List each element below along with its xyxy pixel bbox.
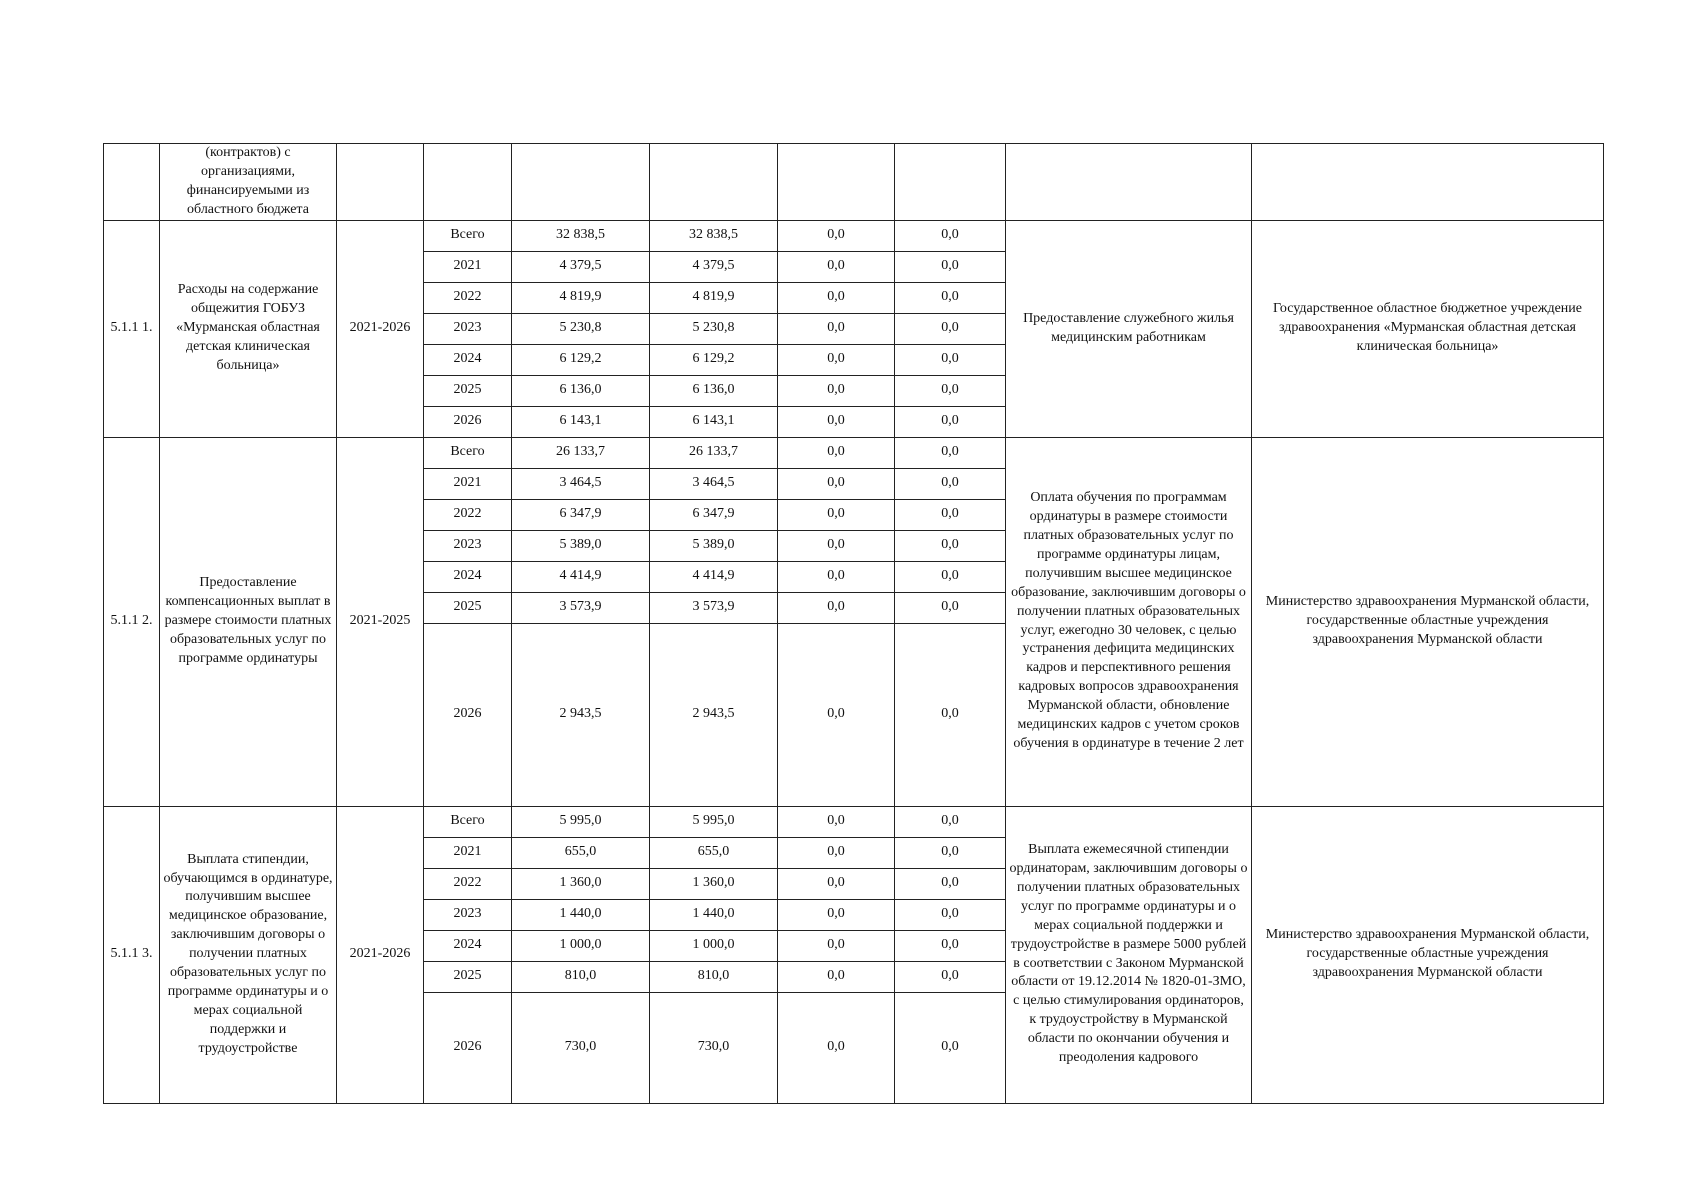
regional-cell: 5 389,0 xyxy=(650,530,778,561)
regional-cell: 3 464,5 xyxy=(650,468,778,499)
c4-cell: 0,0 xyxy=(895,251,1006,282)
c3-cell: 0,0 xyxy=(778,961,895,992)
regional-cell: 3 573,9 xyxy=(650,592,778,623)
total-cell: 6 136,0 xyxy=(512,375,650,406)
c3-cell: 0,0 xyxy=(778,623,895,806)
program-activities-table xyxy=(103,143,1604,1104)
c4-cell: 0,0 xyxy=(895,530,1006,561)
c3-cell: 0,0 xyxy=(778,375,895,406)
c4-cell: 0,0 xyxy=(895,992,1006,1103)
regional-cell: 32 838,5 xyxy=(650,220,778,251)
total-cell: 6 129,2 xyxy=(512,344,650,375)
c4-cell: 0,0 xyxy=(895,961,1006,992)
c3-cell: 0,0 xyxy=(778,220,895,251)
total-cell: 655,0 xyxy=(512,837,650,868)
c3-cell: 0,0 xyxy=(778,992,895,1103)
year-cell: 2025 xyxy=(424,592,512,623)
activity-number: 5.1.1 2. xyxy=(104,437,160,806)
c3-cell: 0,0 xyxy=(778,282,895,313)
c3-cell: 0,0 xyxy=(778,251,895,282)
c3-cell: 0,0 xyxy=(778,406,895,437)
activity-result: Выплата ежемесячной стипендии ординаторам, заключившим договоры о получении платных образовательных услуг по программе ординатуры и о мерах социальной поддержки и трудоустройстве в размере 5000 рублей в соответствии с Законом Мурманской области от 19.12.2014 № 1820-01-ЗМО, с целью стимулирования ординаторов, к трудоустройству в Мурманской области по окончании обучения и преодоления кадрового xyxy=(1006,806,1252,1103)
year-cell: 2024 xyxy=(424,561,512,592)
year-cell: 2021 xyxy=(424,251,512,282)
activity-period: 2021-2026 xyxy=(337,806,424,1103)
regional-cell: 4 414,9 xyxy=(650,561,778,592)
year-cell: 2022 xyxy=(424,499,512,530)
cell-period xyxy=(337,144,424,221)
c4-cell: 0,0 xyxy=(895,344,1006,375)
year-cell: 2022 xyxy=(424,868,512,899)
continuation-row xyxy=(104,144,1604,221)
cell-result xyxy=(1006,144,1252,221)
activity-name: (контрактов) с организациями, финансируемыми из областного бюджета xyxy=(160,144,337,221)
total-cell: 32 838,5 xyxy=(512,220,650,251)
table-row xyxy=(104,220,1604,251)
total-cell: 1 000,0 xyxy=(512,930,650,961)
activity-number: 5.1.1 1. xyxy=(104,220,160,437)
c4-cell: 0,0 xyxy=(895,592,1006,623)
activity-period: 2021-2025 xyxy=(337,437,424,806)
cell-c3 xyxy=(778,144,895,221)
activity-name: Расходы на содержание общежития ГОБУЗ «Мурманская областная детская клиническая больница» xyxy=(160,220,337,437)
year-cell: Всего xyxy=(424,220,512,251)
table-row xyxy=(104,806,1604,837)
c4-cell: 0,0 xyxy=(895,868,1006,899)
total-cell: 6 143,1 xyxy=(512,406,650,437)
c3-cell: 0,0 xyxy=(778,468,895,499)
year-cell: 2023 xyxy=(424,899,512,930)
c4-cell: 0,0 xyxy=(895,282,1006,313)
total-cell: 4 819,9 xyxy=(512,282,650,313)
regional-cell: 4 379,5 xyxy=(650,251,778,282)
c4-cell: 0,0 xyxy=(895,806,1006,837)
year-cell: 2022 xyxy=(424,282,512,313)
year-cell: 2024 xyxy=(424,344,512,375)
total-cell: 5 389,0 xyxy=(512,530,650,561)
c3-cell: 0,0 xyxy=(778,499,895,530)
total-cell: 4 379,5 xyxy=(512,251,650,282)
year-cell: 2026 xyxy=(424,992,512,1103)
regional-cell: 4 819,9 xyxy=(650,282,778,313)
c3-cell: 0,0 xyxy=(778,868,895,899)
activity-responsible: Министерство здравоохранения Мурманской области, государственные областные учреждения здравоохранения Мурманской области xyxy=(1252,437,1604,806)
regional-cell: 6 136,0 xyxy=(650,375,778,406)
cell-regional xyxy=(650,144,778,221)
c3-cell: 0,0 xyxy=(778,930,895,961)
total-cell: 730,0 xyxy=(512,992,650,1103)
c3-cell: 0,0 xyxy=(778,899,895,930)
total-cell: 26 133,7 xyxy=(512,437,650,468)
regional-cell: 1 440,0 xyxy=(650,899,778,930)
total-cell: 4 414,9 xyxy=(512,561,650,592)
regional-cell: 5 230,8 xyxy=(650,313,778,344)
year-cell: 2021 xyxy=(424,837,512,868)
c4-cell: 0,0 xyxy=(895,468,1006,499)
regional-cell: 655,0 xyxy=(650,837,778,868)
year-cell: 2021 xyxy=(424,468,512,499)
c3-cell: 0,0 xyxy=(778,530,895,561)
cell-total xyxy=(512,144,650,221)
c4-cell: 0,0 xyxy=(895,406,1006,437)
cell-responsible xyxy=(1252,144,1604,221)
year-cell: 2025 xyxy=(424,375,512,406)
year-cell: 2026 xyxy=(424,406,512,437)
cell-c4 xyxy=(895,144,1006,221)
year-cell: 2026 xyxy=(424,623,512,806)
total-cell: 1 440,0 xyxy=(512,899,650,930)
activity-responsible: Министерство здравоохранения Мурманской области, государственные областные учреждения здравоохранения Мурманской области xyxy=(1252,806,1604,1103)
c3-cell: 0,0 xyxy=(778,313,895,344)
year-cell: Всего xyxy=(424,437,512,468)
table-row xyxy=(104,437,1604,468)
activity-number: 5.1.1 3. xyxy=(104,806,160,1103)
c4-cell: 0,0 xyxy=(895,375,1006,406)
c4-cell: 0,0 xyxy=(895,220,1006,251)
c4-cell: 0,0 xyxy=(895,930,1006,961)
c4-cell: 0,0 xyxy=(895,623,1006,806)
activity-period: 2021-2026 xyxy=(337,220,424,437)
regional-cell: 1 360,0 xyxy=(650,868,778,899)
regional-cell: 6 129,2 xyxy=(650,344,778,375)
c3-cell: 0,0 xyxy=(778,437,895,468)
year-cell: 2023 xyxy=(424,313,512,344)
c3-cell: 0,0 xyxy=(778,344,895,375)
total-cell: 810,0 xyxy=(512,961,650,992)
c3-cell: 0,0 xyxy=(778,837,895,868)
activity-responsible: Государственное областное бюджетное учреждение здравоохранения «Мурманская областная детская клиническая больница» xyxy=(1252,220,1604,437)
year-cell: 2023 xyxy=(424,530,512,561)
total-cell: 3 573,9 xyxy=(512,592,650,623)
year-cell: 2024 xyxy=(424,930,512,961)
regional-cell: 1 000,0 xyxy=(650,930,778,961)
activity-result: Предоставление служебного жилья медицинским работникам xyxy=(1006,220,1252,437)
regional-cell: 810,0 xyxy=(650,961,778,992)
total-cell: 5 230,8 xyxy=(512,313,650,344)
regional-cell: 2 943,5 xyxy=(650,623,778,806)
regional-cell: 730,0 xyxy=(650,992,778,1103)
cell-year xyxy=(424,144,512,221)
activity-result: Оплата обучения по программам ординатуры в размере стоимости платных образовательных услуг по программе ординатуры лицам, получившим высшее медицинское образование, заключившим договоры о получении платных образовательных услуг, ежегодно 30 человек, с целью устранения дефицита медицинских кадров и перспективного решения кадровых вопросов здравоохранения Мурманской области, обновление медицинских кадров с учетом сроков обучения в ординатуре в течение 2 лет xyxy=(1006,437,1252,806)
c4-cell: 0,0 xyxy=(895,313,1006,344)
total-cell: 5 995,0 xyxy=(512,806,650,837)
c4-cell: 0,0 xyxy=(895,561,1006,592)
total-cell: 1 360,0 xyxy=(512,868,650,899)
cell-id xyxy=(104,144,160,221)
c4-cell: 0,0 xyxy=(895,899,1006,930)
regional-cell: 26 133,7 xyxy=(650,437,778,468)
c4-cell: 0,0 xyxy=(895,499,1006,530)
c3-cell: 0,0 xyxy=(778,592,895,623)
regional-cell: 6 143,1 xyxy=(650,406,778,437)
c4-cell: 0,0 xyxy=(895,837,1006,868)
activity-name: Предоставление компенсационных выплат в размере стоимости платных образовательных услуг по программе ординатуры xyxy=(160,437,337,806)
regional-cell: 5 995,0 xyxy=(650,806,778,837)
regional-cell: 6 347,9 xyxy=(650,499,778,530)
total-cell: 6 347,9 xyxy=(512,499,650,530)
c3-cell: 0,0 xyxy=(778,561,895,592)
total-cell: 2 943,5 xyxy=(512,623,650,806)
c4-cell: 0,0 xyxy=(895,437,1006,468)
c3-cell: 0,0 xyxy=(778,806,895,837)
total-cell: 3 464,5 xyxy=(512,468,650,499)
activity-name: Выплата стипендии, обучающимся в ординатуре, получившим высшее медицинское образование, заключившим договоры о получении платных образовательных услуг по программе ординатуры и о мерах социальной поддержки и трудоустройстве xyxy=(160,806,337,1103)
year-cell: 2025 xyxy=(424,961,512,992)
year-cell: Всего xyxy=(424,806,512,837)
